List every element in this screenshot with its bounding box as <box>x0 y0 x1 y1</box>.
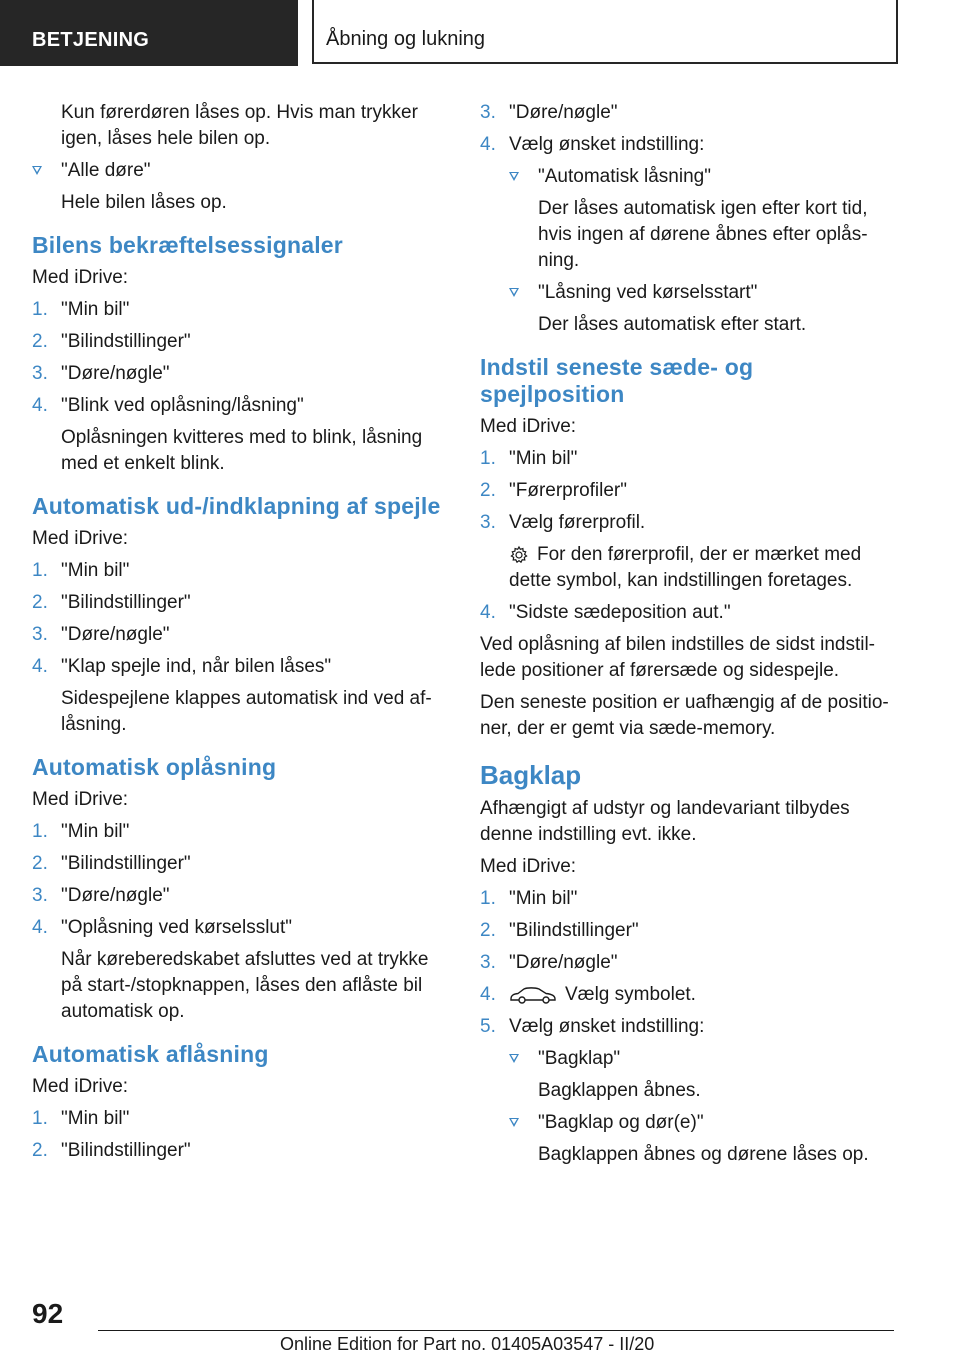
list-item <box>32 654 452 680</box>
list-item <box>480 510 900 536</box>
list-text: "Døre/nøgle" <box>61 363 170 384</box>
page-number: 92 <box>32 1298 64 1329</box>
bullet-label: "Bagklap og dør(e)" <box>538 1112 704 1133</box>
profile-note-text: For den førerprofil, der er mærket med dette symbol, kan indstillingen foretages. <box>509 544 862 591</box>
gear-icon <box>509 545 529 565</box>
profile-note <box>480 542 900 594</box>
list-number: 1. <box>32 560 48 581</box>
list-item <box>480 886 900 912</box>
list-number: 3. <box>32 624 48 645</box>
list-item <box>32 915 452 941</box>
lead-text: Med iDrive: <box>32 1076 129 1097</box>
bullet-item <box>509 280 900 338</box>
paragraph: Ved oplåsning af bilen indstilles de sidst indstil-lede positioner af førersæde og sidespejle. <box>480 634 876 681</box>
note-text: Sidespejlene klappes automatisk ind ved af-låsning. <box>61 688 432 735</box>
paragraph: Den seneste position er uafhængig af de positio-ner, der er gemt via sæde-memory. <box>480 692 889 739</box>
list-text: "Blink ved oplåsning/låsning" <box>61 395 304 416</box>
list-number: 1. <box>480 888 496 909</box>
note-text: Når køreberedskabet afsluttes ved at trykke på start-/stopknappen, låses den aflåste bil automatisk op. <box>61 949 429 1022</box>
list-item <box>32 851 452 877</box>
list-item <box>480 950 900 976</box>
bullet-label: "Bagklap" <box>538 1048 621 1069</box>
list-text: "Min bil" <box>509 888 578 909</box>
list-number: 2. <box>480 920 496 941</box>
list-text: Vælg ønsket indstilling: <box>509 134 705 155</box>
list-number: 2. <box>32 331 48 352</box>
list-text: "Døre/nøgle" <box>509 952 618 973</box>
lead-text: Med iDrive: <box>32 528 129 549</box>
bullet-description: Der låses automatisk igen efter kort tid, hvis ingen af dørene åbnes efter oplås-ning. <box>538 198 868 271</box>
list-item <box>480 132 900 158</box>
page-header <box>0 0 960 66</box>
list-number: 1. <box>32 821 48 842</box>
list-number: 2. <box>480 480 496 501</box>
footer-divider <box>98 1330 894 1331</box>
list-item <box>32 558 452 584</box>
list-item <box>32 819 452 845</box>
list-text: "Sidste sædeposition aut." <box>509 602 731 623</box>
list-item <box>32 1138 452 1164</box>
list-item <box>480 600 900 626</box>
section-heading: Indstil seneste sæde- og spejlposition <box>480 354 754 407</box>
list-item <box>32 1106 452 1132</box>
bullet-item <box>32 158 452 184</box>
list-text: "Døre/nøgle" <box>509 102 618 123</box>
edition-text: Online Edition for Part no. 01405A03547 - II/20 <box>280 1334 655 1354</box>
list-number: 1. <box>32 299 48 320</box>
list-text: "Førerprofiler" <box>509 480 627 501</box>
list-number: 4. <box>32 395 48 416</box>
bullet-item <box>509 1110 900 1168</box>
list-text: "Min bil" <box>61 1108 130 1129</box>
list-text: Vælg ønsket indstilling: <box>509 1016 705 1037</box>
list-item <box>32 393 452 419</box>
list-number: 4. <box>32 656 48 677</box>
list-text: "Bilindstillinger" <box>61 1140 191 1161</box>
list-number: 3. <box>32 363 48 384</box>
list-text: "Min bil" <box>509 448 578 469</box>
list-number: 3. <box>480 512 496 533</box>
paragraph: Afhængigt af udstyr og landevariant tilbydes denne indstilling evt. ikke. <box>480 798 850 845</box>
note-text: Oplåsningen kvitteres med to blink, låsning med et enkelt blink. <box>61 427 423 474</box>
list-item <box>480 918 900 944</box>
list-item <box>480 478 900 504</box>
section-heading: Automatisk oplåsning <box>32 754 277 780</box>
lead-text: Med iDrive: <box>480 856 577 877</box>
bullet-triangle-icon <box>509 1118 519 1127</box>
bullet-label: "Alle døre" <box>61 160 151 181</box>
list-number: 1. <box>32 1108 48 1129</box>
list-number: 4. <box>480 984 496 1005</box>
lead-text: Med iDrive: <box>32 267 129 288</box>
list-number: 4. <box>32 917 48 938</box>
list-number: 2. <box>32 1140 48 1161</box>
list-text: "Min bil" <box>61 560 130 581</box>
chapter-title: Åbning og lukning <box>326 28 486 50</box>
list-number: 1. <box>480 448 496 469</box>
header-title-box <box>312 0 898 64</box>
list-item <box>32 883 452 909</box>
list-item <box>32 622 452 648</box>
list-text: "Bilindstillinger" <box>61 592 191 613</box>
list-text: "Bilindstillinger" <box>509 920 639 941</box>
car-icon <box>509 985 557 1005</box>
list-number: 4. <box>480 134 496 155</box>
list-text: "Døre/nøgle" <box>61 624 170 645</box>
list-item <box>32 361 452 387</box>
bullet-triangle-icon <box>509 1054 519 1063</box>
bullet-triangle-icon <box>32 166 42 175</box>
list-text: "Oplåsning ved kørselsslut" <box>61 917 293 938</box>
bullet-label: "Låsning ved kørselsstart" <box>538 282 758 303</box>
list-number: 3. <box>32 885 48 906</box>
list-text: "Min bil" <box>61 299 130 320</box>
list-number: 3. <box>480 952 496 973</box>
list-text: "Bilindstillinger" <box>61 853 191 874</box>
section-heading: Bagklap <box>480 760 582 790</box>
bullet-description: Hele bilen låses op. <box>61 192 227 213</box>
bullet-description: Bagklappen åbnes. <box>538 1080 701 1101</box>
section-heading: Bilens bekræftelsessignaler <box>32 232 343 258</box>
list-number: 4. <box>480 602 496 623</box>
lead-text: Med iDrive: <box>480 416 577 437</box>
list-item <box>32 329 452 355</box>
list-item <box>480 100 900 126</box>
list-text: Vælg symbolet. <box>565 984 696 1005</box>
list-item <box>32 297 452 323</box>
bullet-item <box>509 1046 900 1104</box>
bullet-description: Bagklappen åbnes og dørene låses op. <box>538 1144 869 1165</box>
list-text: "Klap spejle ind, når bilen låses" <box>61 656 332 677</box>
list-number: 5. <box>480 1016 496 1037</box>
section-tab: BETJENING <box>0 0 298 66</box>
bullet-item <box>509 164 900 274</box>
bullet-triangle-icon <box>509 288 519 297</box>
intro-text: Kun førerdøren låses op. Hvis man trykker igen, låses hele bilen op. <box>61 102 418 149</box>
bullet-description: Der låses automatisk efter start. <box>538 314 807 335</box>
section-heading: Automatisk aflåsning <box>32 1041 269 1067</box>
left-column <box>32 100 452 1170</box>
list-text: Vælg førerprofil. <box>509 512 646 533</box>
bullet-label: "Automatisk låsning" <box>538 166 711 187</box>
list-item <box>480 982 900 1008</box>
list-item <box>480 1014 900 1040</box>
lead-text: Med iDrive: <box>32 789 129 810</box>
section-heading: Automatisk ud-/indklapning af spejle <box>32 493 441 519</box>
list-number: 2. <box>32 853 48 874</box>
bullet-triangle-icon <box>509 172 519 181</box>
list-number: 3. <box>480 102 496 123</box>
list-number: 2. <box>32 592 48 613</box>
list-text: "Døre/nøgle" <box>61 885 170 906</box>
list-item <box>32 590 452 616</box>
list-text: "Bilindstillinger" <box>61 331 191 352</box>
list-item <box>480 446 900 472</box>
list-text: "Min bil" <box>61 821 130 842</box>
right-column <box>480 100 900 1174</box>
